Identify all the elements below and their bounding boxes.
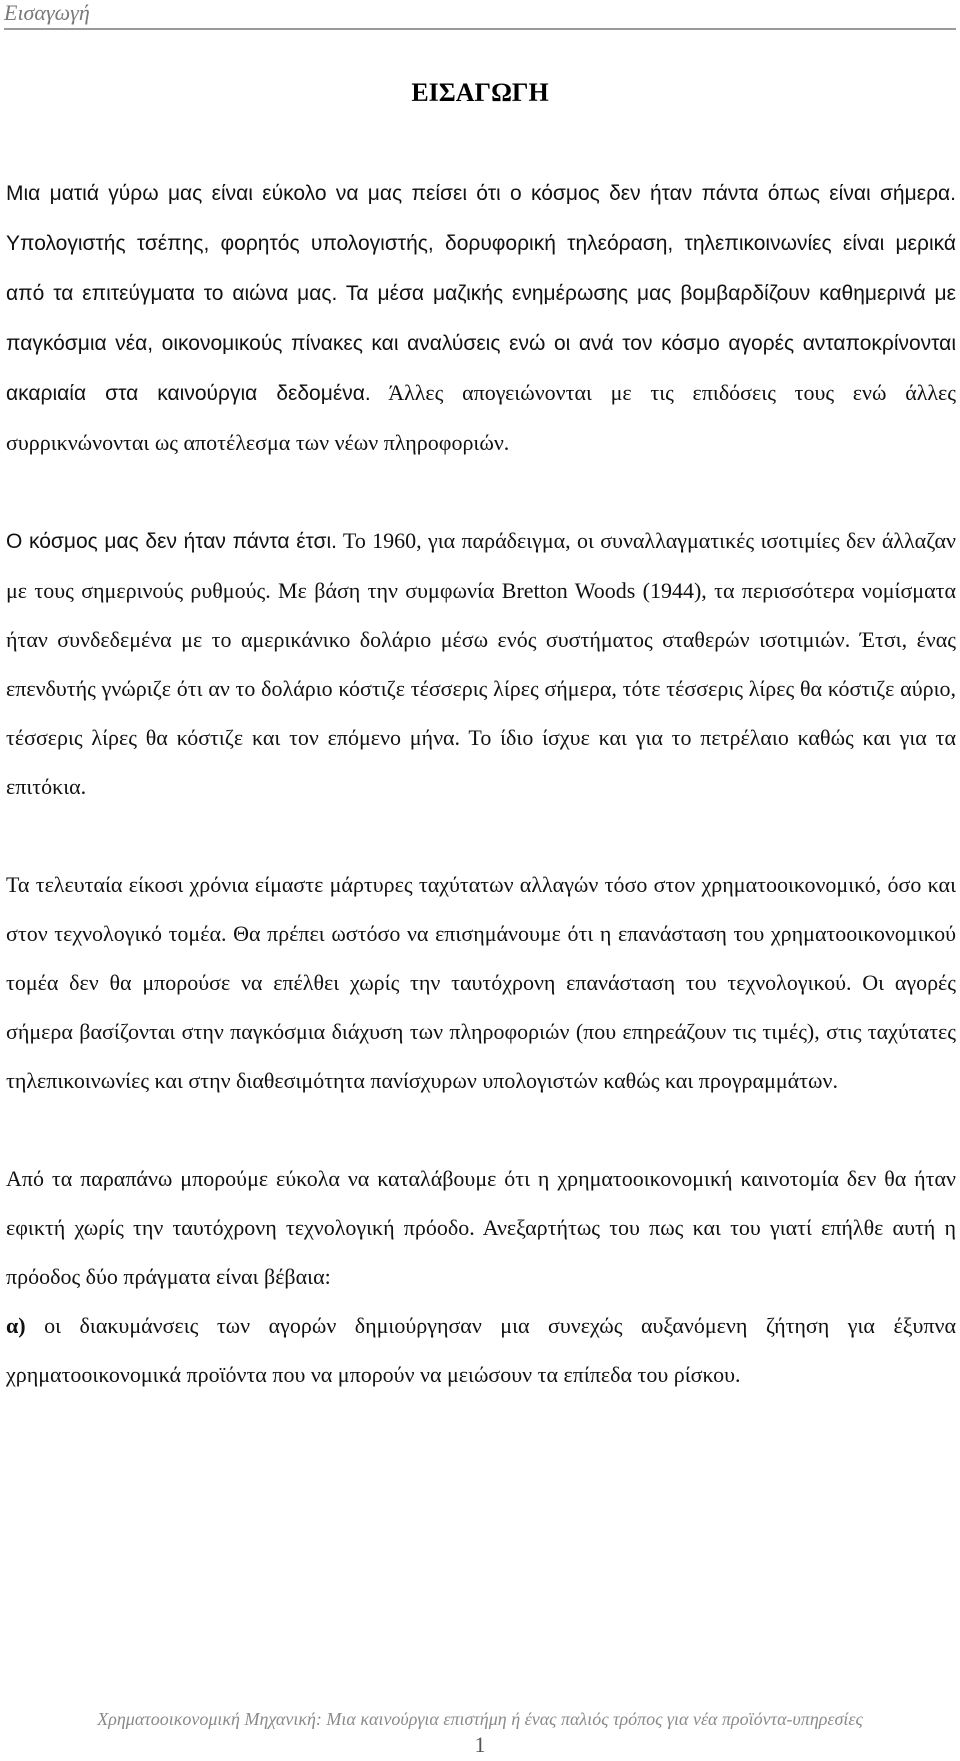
paragraph-1-part-b: Άλλες απογειώνονται με τις επιδόσεις τους ενώ άλλες συρρικνώνονται ως αποτέλεσμα των νέων πληροφοριών. — [6, 380, 957, 455]
running-header: Εισαγωγή — [4, 0, 90, 25]
list-marker: α) — [6, 1313, 26, 1338]
paragraph-2-part-b: Το 1960, για παράδειγμα, οι συναλλαγματικές ισοτιμίες δεν άλλαζαν με τους σημερινούς ρυθμούς. Με βάση την συμφωνία Bretton Woods (1944), τα περισσότερα νομίσματα ήταν συνδεδεμένα με το αμερικάνικο δολάριο μέσω ενός συστήματος σταθερών ισοτιμιών. Έτσι, ένας επενδυτής γνώριζε ότι αν το δολάριο κόστιζε τέσσερις λίρες σήμερα, τότε τέσσερις λίρες θα κόστιζε αύριο, τέσσερις λίρες θα κόστιζε και τον επόμενο μήνα. Το ίδιο ίσχυε και για το πετρέλαιο καθώς και για τα επιτόκια. — [6, 528, 956, 799]
paragraph-5-text: οι διακυμάνσεις των αγορών δημιούργησαν μια συνεχώς αυξανόμενη ζήτηση για έξυπνα χρηματοοικονομικά προϊόντα που να μπορούν να μειώσουν τα επίπεδα του ρίσκου. — [6, 1313, 956, 1387]
paragraph-2-part-a: Ο κόσμος μας δεν ήταν πάντα έτσι. — [6, 530, 338, 553]
paragraph-4: Από τα παραπάνω μπορούμε εύκολα να καταλάβουμε ότι η χρηματοοικονομική καινοτομία δεν θα ήταν εφικτή χωρίς την ταυτόχρονη τεχνολογική πρόοδο. Ανεξαρτήτως του πως και του γιατί επήλθε αυτή η πρόοδος δύο πράγματα είναι βέβαια: — [6, 1166, 956, 1289]
paragraph-1-part-a: Μια ματιά γύρω μας είναι εύκολο να μας πείσει ότι ο κόσμος δεν ήταν πάντα όπως είναι σήμερα. Υπολογιστής τσέπης, φορητός υπολογιστής, δορυφορική τηλεόραση, τηλεπικοινωνίες είναι μερικά από τα επιτεύγματα το αιώνα μας. Τα μέσα μαζικής ενημέρωσης μας βομβαρδίζουν καθημερινά με παγκόσμια νέα, οικονομικούς πίνακες και αναλύσεις ενώ οι ανά τον κόσμο αγορές ανταποκρίνονται ακαριαία στα καινούργια δεδομένα. — [6, 182, 956, 405]
paragraph-1 — [6, 168, 956, 467]
chapter-title: ΕΙΣΑΓΩΓΗ — [411, 78, 549, 107]
paragraph-3: Τα τελευταία είκοσι χρόνια είμαστε μάρτυρες ταχύτατων αλλαγών τόσο στον χρηματοοικονομικό, όσο και στον τεχνολογικό τομέα. Θα πρέπει ωστόσο να επισημάνουμε ότι η επανάσταση του χρηματοοικονομικού τομέα δεν θα μπορούσε να επέλθει χωρίς την ταυτόχρονη επανάσταση του τεχνολογικού. Οι αγορές σήμερα βασίζονται στην παγκόσμια διάχυση των πληροφοριών (που επηρεάζουν τις τιμές), στις ταχύτατες τηλεπικοινωνίες και στην διαθεσιμότητα πανίσχυρων υπολογιστών καθώς και προγραμμάτων. — [6, 872, 956, 1093]
page-number: 1 — [474, 1732, 486, 1757]
running-footer: Χρηματοοικονομική Μηχανική: Μια καινούργια επιστήμη ή ένας παλιός τρόπος για νέα προϊόντα-υπηρεσίες — [97, 1709, 863, 1729]
paragraph-2 — [6, 516, 956, 811]
header-divider — [4, 28, 956, 30]
body-text — [6, 168, 956, 1399]
paragraph-5 — [6, 1301, 956, 1399]
